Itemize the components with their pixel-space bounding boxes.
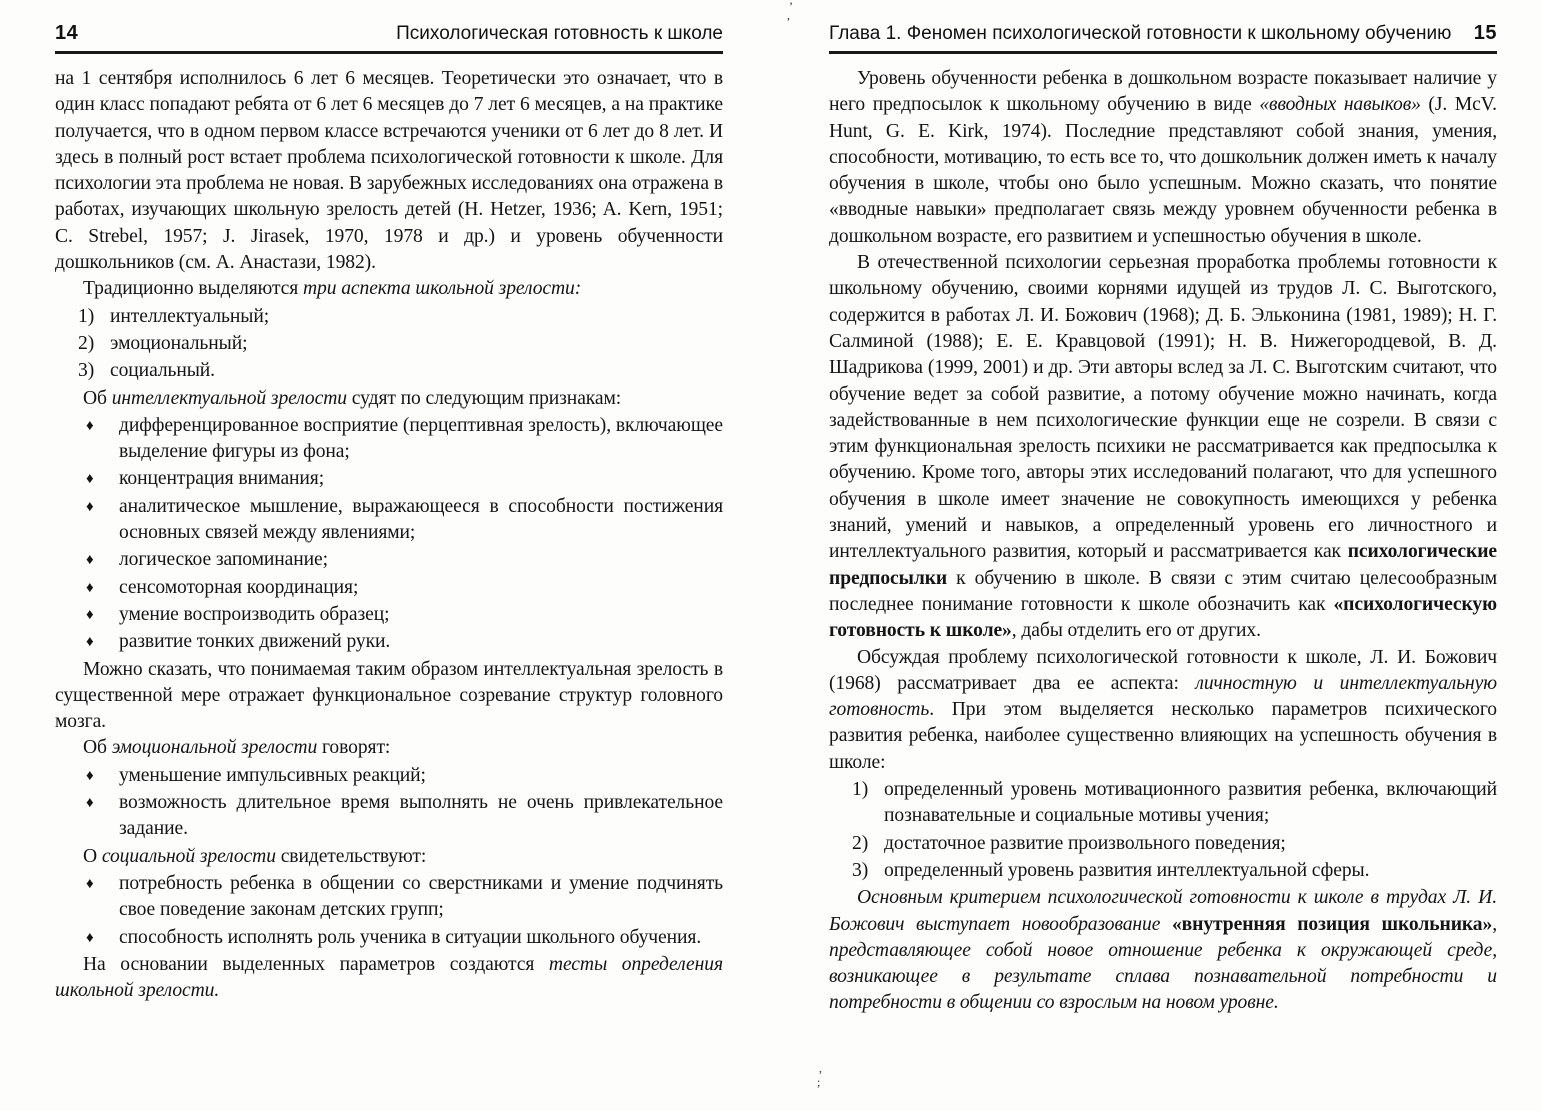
bullet-diamond-icon: ♦ — [86, 634, 94, 651]
page-number-right: 15 — [1473, 22, 1497, 44]
numbered-item — [55, 304, 723, 330]
text-segment: , представляющее собой новое отношение ребенка к окружающей среде, возникающее в результате сплава познавательной потребности и потребности в общении со взрослым на новом уровне. — [829, 913, 1497, 1014]
bullet-item — [55, 790, 723, 843]
paragraph — [55, 386, 723, 412]
text-segment: Об — [83, 737, 112, 759]
text-segment: умение воспроизводить образец; — [119, 603, 390, 625]
text-segment: судят по следующим признакам: — [346, 387, 622, 409]
text-segment: (J. McV. Hunt, G. E. Kirk, 1974). Последние представляют собой знания, умения, способности, мотивацию, то есть все то, что дошкольник должен иметь к началу обучения в школе, чтобы оно было успешным. Можно сказать, что понятие «вводные навыки» предполагает связь между уровнем обученности ребенка в дошкольном возрасте, его развитием и успешностью обучения в школе. — [829, 94, 1497, 247]
numbered-item — [829, 777, 1497, 830]
item-number-label: 3) — [78, 360, 95, 382]
text-segment: говорят: — [317, 737, 391, 759]
text-segment: определенный уровень развития интеллектуальной сферы. — [884, 859, 1370, 881]
item-number-label: 1) — [852, 779, 869, 801]
bullet-diamond-icon: ♦ — [86, 471, 94, 488]
paragraph — [55, 276, 723, 302]
text-segment: концентрация внимания; — [119, 468, 325, 490]
text-segment: тесты определения школьной зрелости. — [55, 953, 723, 1002]
text-segment: На основании выделенных параметров создаются — [83, 953, 549, 975]
scan-artifact: ; — [817, 1075, 821, 1089]
text-segment: достаточное развитие произвольного поведения; — [884, 832, 1286, 854]
bullet-item — [55, 763, 723, 789]
text-segment: социальной зрелости — [101, 845, 276, 867]
text-segment: «психологическую готовность к школе» — [829, 593, 1497, 642]
text-segment: логическое запоминание; — [119, 549, 328, 571]
text-segment: свидетельствуют: — [275, 845, 427, 867]
text-segment: на 1 сентября исполнилось 6 лет 6 месяцев. Теоретически это означает, что в один класс попадают ребята от 6 лет 6 месяцев до 7 лет 6 месяцев, а на практике получается, что в одном первом классе встречаются ученики от 6 лет до 8 лет. И здесь в полный рост встает проблема психологической готовности к школе. Для психологии эта проблема не новая. В зарубежных исследованиях она отражена в работах, изучающих школьную зрелость детей (H. Hetzer, 1936; A. Kern, 1951; C. Strebel, 1957; J. Jirasek, 1970, 1978 и др.) и уровень обученности дошкольников (см. А. Анастази, 1982). — [55, 68, 723, 274]
paragraph — [55, 844, 723, 870]
bullet-diamond-icon: ♦ — [86, 929, 94, 946]
paragraph — [829, 885, 1497, 1016]
page-left — [55, 0, 723, 1111]
text-segment: интеллектуальной зрелости — [111, 387, 347, 409]
text-segment: Об — [83, 387, 112, 409]
paragraph — [829, 66, 1497, 250]
running-title-right: Глава 1. Феномен психологической готовности к школьному обучению — [829, 23, 1452, 44]
numbered-item — [55, 358, 723, 384]
text-segment: интеллектуальный; — [110, 305, 270, 327]
numbered-item — [829, 831, 1497, 857]
bullet-item — [55, 494, 723, 547]
bullet-item — [55, 871, 723, 924]
bullet-diamond-icon: ♦ — [86, 417, 94, 434]
bullet-item — [55, 547, 723, 573]
text-segment: эмоциональной зрелости — [111, 737, 318, 759]
item-text — [119, 413, 723, 466]
scan-artifact: ’ — [789, 0, 793, 13]
page-number-left: 14 — [55, 22, 79, 44]
scan-artifact: , — [819, 1061, 822, 1075]
running-title-left: Психологическая готовность к школе — [396, 23, 723, 44]
item-text — [119, 790, 723, 843]
item-text — [119, 871, 723, 924]
paragraph — [55, 657, 723, 736]
paragraph — [55, 735, 723, 761]
text-segment: определенный уровень мотивационного развития ребенка, включающий познавательные и социальные мотивы учения; — [884, 779, 1497, 827]
bullet-diamond-icon: ♦ — [86, 795, 94, 812]
text-segment: личностную и интеллектуальную готовность — [829, 672, 1497, 721]
numbered-item — [829, 858, 1497, 884]
paragraph — [829, 645, 1497, 776]
page-left-header — [55, 22, 723, 54]
text-segment: эмоциональный; — [110, 332, 248, 354]
text-segment: дифференцированное восприятие (перцептивная зрелость), включающее выделение фигуры из фона; — [119, 414, 723, 463]
item-text — [884, 831, 1497, 857]
bullet-diamond-icon: ♦ — [86, 875, 94, 892]
text-segment: «вводных навыков» — [1259, 94, 1421, 116]
item-text — [119, 925, 723, 951]
bullet-item — [55, 602, 723, 628]
paragraph — [55, 66, 723, 276]
text-segment: возможность длительное время выполнять не очень привлекательное задание. — [119, 792, 723, 840]
text-segment: Обсуждая проблему психологической готовности к школе, Л. И. Божович (1968) рассматривает два ее аспекта: — [829, 646, 1497, 694]
bullet-item — [55, 925, 723, 951]
item-text — [110, 358, 723, 384]
scan-artifact: , — [787, 8, 790, 22]
item-number-label: 1) — [78, 305, 95, 327]
item-text — [119, 547, 723, 573]
item-number-label: 3) — [852, 859, 869, 881]
item-number-label: 2) — [78, 332, 95, 354]
page-left-body — [55, 66, 723, 1107]
text-segment: развитие тонких движений руки. — [119, 631, 391, 653]
item-text — [884, 777, 1497, 830]
page-right-body — [829, 66, 1497, 1107]
item-text — [119, 602, 723, 628]
item-text — [119, 575, 723, 601]
item-text — [884, 858, 1497, 884]
paragraph — [829, 250, 1497, 644]
bullet-item — [55, 629, 723, 655]
bullet-diamond-icon: ♦ — [86, 498, 94, 515]
bullet-item — [55, 413, 723, 466]
item-text — [119, 494, 723, 547]
text-segment: , дабы отделить его от других. — [1011, 620, 1261, 642]
text-segment: три аспекта школьной зрелости: — [302, 278, 582, 300]
page-right-header — [829, 22, 1497, 54]
text-segment: аналитическое мышление, выражающееся в способности постижения основных связей между явлениями; — [119, 495, 723, 544]
text-segment: потребность ребенка в общении со сверстниками и умение подчинять свое поведение законам детских групп; — [119, 872, 723, 921]
item-text — [110, 331, 723, 357]
text-segment: О — [83, 845, 102, 867]
bullet-diamond-icon: ♦ — [86, 579, 94, 596]
item-text — [119, 466, 723, 492]
text-segment: Уровень обученности ребенка в дошкольном возрасте показывает наличие у него предпосылок к школьному обучению в виде — [829, 68, 1497, 116]
text-segment: сенсомоторная координация; — [119, 576, 359, 598]
text-segment: социальный. — [110, 360, 215, 382]
text-segment: Традиционно выделяются — [83, 278, 303, 300]
paragraph — [55, 952, 723, 1005]
text-segment: Основным критерием психологической готовности к школе в трудах Л. И. Божович выступает новообразование — [829, 887, 1497, 935]
bullet-diamond-icon: ♦ — [86, 552, 94, 569]
item-number-label: 2) — [852, 832, 869, 854]
text-segment: «внутренняя позиция школьника» — [1171, 913, 1493, 935]
text-segment: психологические предпосылки — [829, 541, 1497, 589]
page-right — [829, 0, 1497, 1111]
text-segment: Можно сказать, что понимаемая таким образом интеллектуальная зрелость в существенной мере отражает функциональное созревание структур головного мозга. — [55, 658, 723, 733]
item-text — [110, 304, 723, 330]
text-segment: . При этом выделяется несколько параметров психического развития ребенка, наиболее существенно влияющих на успешность обучения в школе: — [829, 699, 1497, 773]
item-text — [119, 629, 723, 655]
bullet-item — [55, 466, 723, 492]
text-segment: В отечественной психологии серьезная проработка проблемы готовности к школьному обучению, своими корнями идущей из трудов Л. С. Выготского, содержится в работах Л. И. Божович (1968); Д. Б. Эльконина (1981, 1989); Н. Г. Салминой (1988); Е. Е. Кравцовой (1991); Н. В. Нижегородцевой, В. Д. Шадрикова (1999, 2001) и др. Эти авторы вслед за Л. С. Выготским считают, что обучение ведет за собой развитие, а потому обучение можно начинать, когда задействованные в нем психологические функции еще не созрели. В связи с этим функциональная зрелость психики не рассматривается как предпосылка к обучению. Кроме того, авторы этих исследований полагают, что для успешного обучения в школе имеет значение не совокупность имеющихся у ребенка знаний, умений и навыков, а определенный уровень его личностного и интеллектуального развития, который и рассматривается как — [829, 252, 1497, 563]
text-segment: уменьшение импульсивных реакций; — [119, 764, 426, 786]
bullet-item — [55, 575, 723, 601]
item-text — [119, 763, 723, 789]
bullet-diamond-icon: ♦ — [86, 767, 94, 784]
text-segment: к обучению в школе. В связи с этим считаю целесообразным последнее понимание готовности к школе обозначить как — [829, 567, 1497, 615]
bullet-diamond-icon: ♦ — [86, 606, 94, 623]
numbered-item — [55, 331, 723, 357]
text-segment: способность исполнять роль ученика в ситуации школьного обучения. — [119, 926, 702, 948]
